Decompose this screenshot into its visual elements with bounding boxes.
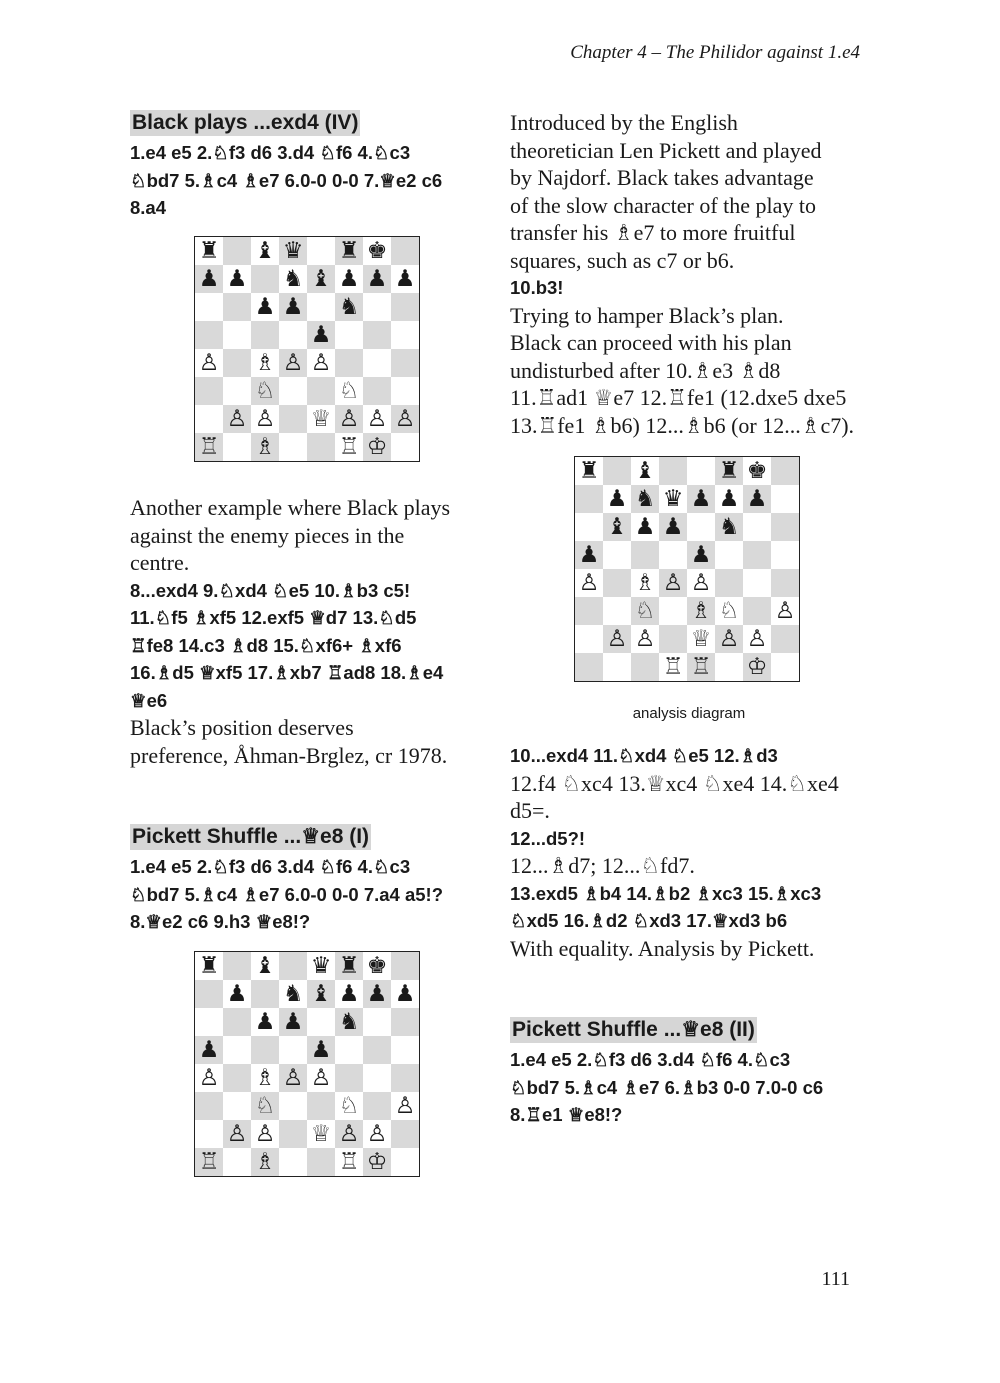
board-square xyxy=(391,237,419,265)
move-line: 8.a4 xyxy=(130,197,167,218)
board-square xyxy=(363,349,391,377)
white-rook-icon: ♖ xyxy=(195,433,223,461)
black-pawn-icon: ♟ xyxy=(279,1008,307,1036)
board-square xyxy=(771,485,799,513)
board-square xyxy=(771,653,799,681)
board-square xyxy=(279,405,307,433)
black-pawn-icon: ♟ xyxy=(307,321,335,349)
move-line: ♘xd5 16.♗d2 ♘xd3 17.♕xd3 b6 xyxy=(510,910,788,931)
white-king-icon: ♔ xyxy=(363,433,391,461)
move-line: 8.♕e2 c6 9.h3 ♕e8!? xyxy=(130,911,311,932)
white-pawn-icon: ♙ xyxy=(195,1064,223,1092)
section-exd4-iv xyxy=(130,110,490,222)
black-pawn-icon: ♟ xyxy=(631,513,659,541)
board-square xyxy=(335,1064,363,1092)
board-square xyxy=(223,433,251,461)
black-pawn-icon: ♟ xyxy=(223,980,251,1008)
prose-line: of the slow character of the play to xyxy=(510,192,817,218)
white-pawn-icon: ♙ xyxy=(335,405,363,433)
black-rook-icon: ♜ xyxy=(575,457,603,485)
board-square xyxy=(687,513,715,541)
board-square xyxy=(715,653,743,681)
commentary-text xyxy=(130,494,490,577)
section-heading: Pickett Shuffle ...♕e8 (II) xyxy=(512,1018,755,1041)
prose-line: against the enemy pieces in the xyxy=(130,522,405,548)
board-square xyxy=(307,237,335,265)
prose-line: Black’s position deserves xyxy=(130,715,354,740)
black-pawn-icon: ♟ xyxy=(687,485,715,513)
white-bishop-icon: ♗ xyxy=(631,569,659,597)
prose-line: theoretician Len Pickett and played xyxy=(510,137,822,163)
black-knight-icon: ♞ xyxy=(715,513,743,541)
black-king-icon: ♚ xyxy=(743,457,771,485)
move-line: 16.♗d5 ♕xf5 17.♗xb7 ♖ad8 18.♗e4 xyxy=(130,662,444,683)
board-square xyxy=(335,321,363,349)
board-square xyxy=(195,1092,223,1120)
board-square xyxy=(251,980,279,1008)
board-square xyxy=(575,513,603,541)
section-pickett-i xyxy=(130,824,490,936)
move-line: 1.e4 e5 2.♘f3 d6 3.d4 ♘f6 4.♘c3 xyxy=(130,142,411,163)
board-square xyxy=(307,1092,335,1120)
black-pawn-icon: ♟ xyxy=(195,265,223,293)
board-square xyxy=(391,1148,419,1176)
board-square xyxy=(391,1064,419,1092)
board-square xyxy=(391,293,419,321)
board-square xyxy=(603,653,631,681)
white-knight-icon: ♘ xyxy=(335,1092,363,1120)
black-bishop-icon: ♝ xyxy=(307,265,335,293)
white-king-icon: ♔ xyxy=(743,653,771,681)
board-square xyxy=(363,1036,391,1064)
board-square xyxy=(363,293,391,321)
board-square xyxy=(631,541,659,569)
black-king-icon: ♚ xyxy=(363,237,391,265)
white-pawn-icon: ♙ xyxy=(363,405,391,433)
white-knight-icon: ♘ xyxy=(335,377,363,405)
white-knight-icon: ♘ xyxy=(631,597,659,625)
commentary-text: With equality. Analysis by Pickett. xyxy=(510,935,815,961)
black-rook-icon: ♜ xyxy=(195,952,223,980)
white-pawn-icon: ♙ xyxy=(307,1064,335,1092)
right-column-top xyxy=(510,109,880,439)
black-pawn-icon: ♟ xyxy=(715,485,743,513)
black-bishop-icon: ♝ xyxy=(603,513,631,541)
move-text: 10.b3! xyxy=(510,277,564,298)
white-pawn-icon: ♙ xyxy=(335,1120,363,1148)
move-line: ♖fe8 14.c3 ♗d8 15.♘xf6+ ♗xf6 xyxy=(130,634,402,656)
black-pawn-icon: ♟ xyxy=(335,265,363,293)
section-heading: Pickett Shuffle ...♕e8 (I) xyxy=(132,825,370,848)
move-text xyxy=(130,577,490,715)
black-knight-icon: ♞ xyxy=(631,485,659,513)
board-square xyxy=(279,1148,307,1176)
move-text: 10...exd4 11.♘xd4 ♘e5 12.♗d3 xyxy=(510,745,778,766)
white-rook-icon: ♖ xyxy=(335,433,363,461)
black-bishop-icon: ♝ xyxy=(631,457,659,485)
board-square xyxy=(335,1036,363,1064)
board-square xyxy=(279,1120,307,1148)
commentary-text: 12...♗d7; 12...♘fd7. xyxy=(510,853,695,878)
black-rook-icon: ♜ xyxy=(335,237,363,265)
prose-line: 13.♖fe1 ♗b6) 12...♗b6 (or 12...♗c7). xyxy=(510,412,855,438)
white-pawn-icon: ♙ xyxy=(251,1120,279,1148)
board-square xyxy=(307,433,335,461)
white-knight-icon: ♘ xyxy=(251,1092,279,1120)
white-queen-icon: ♕ xyxy=(307,405,335,433)
move-line: ♘bd7 5.♗c4 ♗e7 6.♗b3 0-0 7.0-0 c6 xyxy=(510,1076,824,1098)
board-square xyxy=(195,293,223,321)
board-square xyxy=(575,485,603,513)
board-square xyxy=(279,1092,307,1120)
white-knight-icon: ♘ xyxy=(251,377,279,405)
white-pawn-icon: ♙ xyxy=(659,569,687,597)
board-square xyxy=(743,597,771,625)
white-pawn-icon: ♙ xyxy=(251,405,279,433)
move-line: 8...exd4 9.♘xd4 ♘e5 10.♗b3 c5! xyxy=(130,579,411,601)
board-square xyxy=(279,1036,307,1064)
prose-line: Another example where Black plays xyxy=(130,495,451,520)
black-pawn-icon: ♟ xyxy=(251,1008,279,1036)
white-pawn-icon: ♙ xyxy=(391,405,419,433)
white-pawn-icon: ♙ xyxy=(631,625,659,653)
board-square xyxy=(771,569,799,597)
prose-line: 12.f4 ♘xc4 13.♕xc4 ♘xe4 14.♘xe4 xyxy=(510,770,839,796)
black-pawn-icon: ♟ xyxy=(279,293,307,321)
board-square xyxy=(307,377,335,405)
prose-line: preference, Åhman-Brglez, cr 1978. xyxy=(130,742,448,768)
board-square xyxy=(195,980,223,1008)
board-square xyxy=(603,597,631,625)
move-line: 1.e4 e5 2.♘f3 d6 3.d4 ♘f6 4.♘c3 xyxy=(510,1049,791,1070)
section-heading: Black plays ...exd4 (IV) xyxy=(132,111,359,134)
prose-line: Black can proceed with his plan xyxy=(510,330,792,355)
board-square xyxy=(251,321,279,349)
commentary-text xyxy=(510,109,880,274)
board-square xyxy=(771,625,799,653)
board-square xyxy=(771,513,799,541)
white-pawn-icon: ♙ xyxy=(743,625,771,653)
white-king-icon: ♔ xyxy=(363,1148,391,1176)
prose-line: by Najdorf. Black takes advantage xyxy=(510,165,814,190)
white-pawn-icon: ♙ xyxy=(363,1120,391,1148)
black-rook-icon: ♜ xyxy=(335,952,363,980)
board-square xyxy=(771,457,799,485)
black-pawn-icon: ♟ xyxy=(687,541,715,569)
board-square xyxy=(307,1148,335,1176)
board-square xyxy=(575,653,603,681)
move-line: ♘bd7 5.♗c4 ♗e7 6.0-0 0-0 7.a4 a5!? xyxy=(130,883,444,905)
white-bishop-icon: ♗ xyxy=(251,349,279,377)
board-square xyxy=(279,952,307,980)
white-pawn-icon: ♙ xyxy=(715,625,743,653)
board-square xyxy=(391,349,419,377)
board-square xyxy=(391,377,419,405)
black-pawn-icon: ♟ xyxy=(391,980,419,1008)
board-square xyxy=(391,1036,419,1064)
white-rook-icon: ♖ xyxy=(659,653,687,681)
board-square xyxy=(363,377,391,405)
prose-line: Introduced by the English xyxy=(510,110,738,135)
board-square xyxy=(195,377,223,405)
board-square xyxy=(335,349,363,377)
move-text: 12...d5?! xyxy=(510,827,586,849)
board-square xyxy=(223,952,251,980)
move-line: 11.♘f5 ♗xf5 12.exf5 ♕d7 13.♘d5 xyxy=(130,607,417,628)
board-square xyxy=(391,1008,419,1036)
diagram-caption: analysis diagram xyxy=(632,705,746,722)
move-line: 1.e4 e5 2.♘f3 d6 3.d4 ♘f6 4.♘c3 xyxy=(130,856,411,877)
white-knight-icon: ♘ xyxy=(715,597,743,625)
chess-diagram-1 xyxy=(194,236,420,462)
board-square xyxy=(391,433,419,461)
board-square xyxy=(575,597,603,625)
board-square xyxy=(603,457,631,485)
section-pickett-ii xyxy=(510,1017,880,1129)
black-pawn-icon: ♟ xyxy=(223,265,251,293)
move-line: 13.exd5 ♗b4 14.♗b2 ♗xc3 15.♗xc3 xyxy=(510,882,822,904)
black-knight-icon: ♞ xyxy=(335,1008,363,1036)
prose-line: undisturbed after 10.♗e3 ♗d8 xyxy=(510,357,781,383)
black-pawn-icon: ♟ xyxy=(195,1036,223,1064)
black-knight-icon: ♞ xyxy=(279,265,307,293)
running-head: Chapter 4 – The Philidor against 1.e4 xyxy=(570,42,860,63)
board-square xyxy=(195,321,223,349)
white-pawn-icon: ♙ xyxy=(279,1064,307,1092)
commentary-text xyxy=(130,714,490,769)
board-square xyxy=(307,293,335,321)
board-square xyxy=(603,541,631,569)
board-square xyxy=(223,1008,251,1036)
white-bishop-icon: ♗ xyxy=(687,597,715,625)
board-square xyxy=(687,457,715,485)
black-knight-icon: ♞ xyxy=(335,293,363,321)
board-square xyxy=(743,569,771,597)
move-text xyxy=(130,139,490,222)
white-pawn-icon: ♙ xyxy=(391,1092,419,1120)
board-square xyxy=(279,433,307,461)
black-pawn-icon: ♟ xyxy=(743,485,771,513)
board-square xyxy=(743,513,771,541)
move-line: ♘bd7 5.♗c4 ♗e7 6.0-0 0-0 7.♕e2 c6 xyxy=(130,169,443,191)
black-pawn-icon: ♟ xyxy=(363,265,391,293)
white-bishop-icon: ♗ xyxy=(251,1148,279,1176)
black-pawn-icon: ♟ xyxy=(659,513,687,541)
white-pawn-icon: ♙ xyxy=(307,349,335,377)
board-square xyxy=(251,1036,279,1064)
board-square xyxy=(223,293,251,321)
page-number: 111 xyxy=(821,1268,850,1290)
prose-line: transfer his ♗e7 to more fruitful xyxy=(510,220,796,245)
prose-line: squares, such as c7 or b6. xyxy=(510,247,735,273)
commentary-block xyxy=(130,494,490,769)
black-pawn-icon: ♟ xyxy=(307,1036,335,1064)
prose-line: centre. xyxy=(130,550,190,575)
board-square xyxy=(715,569,743,597)
white-bishop-icon: ♗ xyxy=(251,433,279,461)
board-square xyxy=(391,321,419,349)
board-square xyxy=(195,1008,223,1036)
board-square xyxy=(743,541,771,569)
black-bishop-icon: ♝ xyxy=(251,237,279,265)
commentary-text xyxy=(510,770,880,825)
chess-diagram-2 xyxy=(194,951,420,1177)
board-square xyxy=(391,952,419,980)
black-pawn-icon: ♟ xyxy=(603,485,631,513)
black-king-icon: ♚ xyxy=(363,952,391,980)
board-square xyxy=(279,321,307,349)
board-square xyxy=(223,349,251,377)
board-square xyxy=(223,377,251,405)
board-square xyxy=(223,321,251,349)
white-pawn-icon: ♙ xyxy=(195,349,223,377)
white-rook-icon: ♖ xyxy=(335,1148,363,1176)
black-queen-icon: ♛ xyxy=(279,237,307,265)
board-square xyxy=(659,597,687,625)
board-square xyxy=(223,1036,251,1064)
black-knight-icon: ♞ xyxy=(279,980,307,1008)
white-bishop-icon: ♗ xyxy=(251,1064,279,1092)
board-square xyxy=(307,1008,335,1036)
black-rook-icon: ♜ xyxy=(715,457,743,485)
board-square xyxy=(251,265,279,293)
black-pawn-icon: ♟ xyxy=(251,293,279,321)
prose-line: d5=. xyxy=(510,798,550,823)
white-pawn-icon: ♙ xyxy=(279,349,307,377)
black-pawn-icon: ♟ xyxy=(335,980,363,1008)
move-text xyxy=(130,853,490,936)
white-pawn-icon: ♙ xyxy=(603,625,631,653)
prose-line: 11.♖ad1 ♕e7 12.♖fe1 (12.dxe5 dxe5 xyxy=(510,385,847,410)
move-line: ♕e6 xyxy=(130,689,168,711)
board-square xyxy=(279,377,307,405)
board-square xyxy=(631,653,659,681)
black-bishop-icon: ♝ xyxy=(307,980,335,1008)
white-rook-icon: ♖ xyxy=(687,653,715,681)
board-square xyxy=(363,321,391,349)
board-square xyxy=(659,625,687,653)
white-pawn-icon: ♙ xyxy=(223,405,251,433)
white-pawn-icon: ♙ xyxy=(771,597,799,625)
white-pawn-icon: ♙ xyxy=(223,1120,251,1148)
board-square xyxy=(223,1092,251,1120)
commentary-text xyxy=(510,302,880,440)
board-square xyxy=(363,1008,391,1036)
board-square xyxy=(195,1120,223,1148)
prose-line: Trying to hamper Black’s plan. xyxy=(510,302,784,328)
white-rook-icon: ♖ xyxy=(195,1148,223,1176)
white-queen-icon: ♕ xyxy=(307,1120,335,1148)
chess-diagram-analysis xyxy=(574,456,800,682)
black-pawn-icon: ♟ xyxy=(363,980,391,1008)
board-square xyxy=(715,541,743,569)
right-column-middle xyxy=(510,742,880,962)
black-pawn-icon: ♟ xyxy=(575,541,603,569)
board-square xyxy=(363,1064,391,1092)
board-square xyxy=(575,625,603,653)
move-line: 8.♖e1 ♕e8!? xyxy=(510,1104,623,1125)
black-pawn-icon: ♟ xyxy=(391,265,419,293)
black-rook-icon: ♜ xyxy=(195,237,223,265)
black-queen-icon: ♛ xyxy=(307,952,335,980)
board-square xyxy=(771,541,799,569)
board-square xyxy=(391,1120,419,1148)
black-bishop-icon: ♝ xyxy=(251,952,279,980)
move-text xyxy=(510,1046,880,1129)
board-square xyxy=(223,1064,251,1092)
board-square xyxy=(659,541,687,569)
black-queen-icon: ♛ xyxy=(659,485,687,513)
board-square xyxy=(603,569,631,597)
board-square xyxy=(223,237,251,265)
board-square xyxy=(659,457,687,485)
move-text xyxy=(510,880,880,935)
board-square xyxy=(363,1092,391,1120)
white-pawn-icon: ♙ xyxy=(575,569,603,597)
board-square xyxy=(195,405,223,433)
white-pawn-icon: ♙ xyxy=(687,569,715,597)
white-queen-icon: ♕ xyxy=(687,625,715,653)
board-square xyxy=(223,1148,251,1176)
